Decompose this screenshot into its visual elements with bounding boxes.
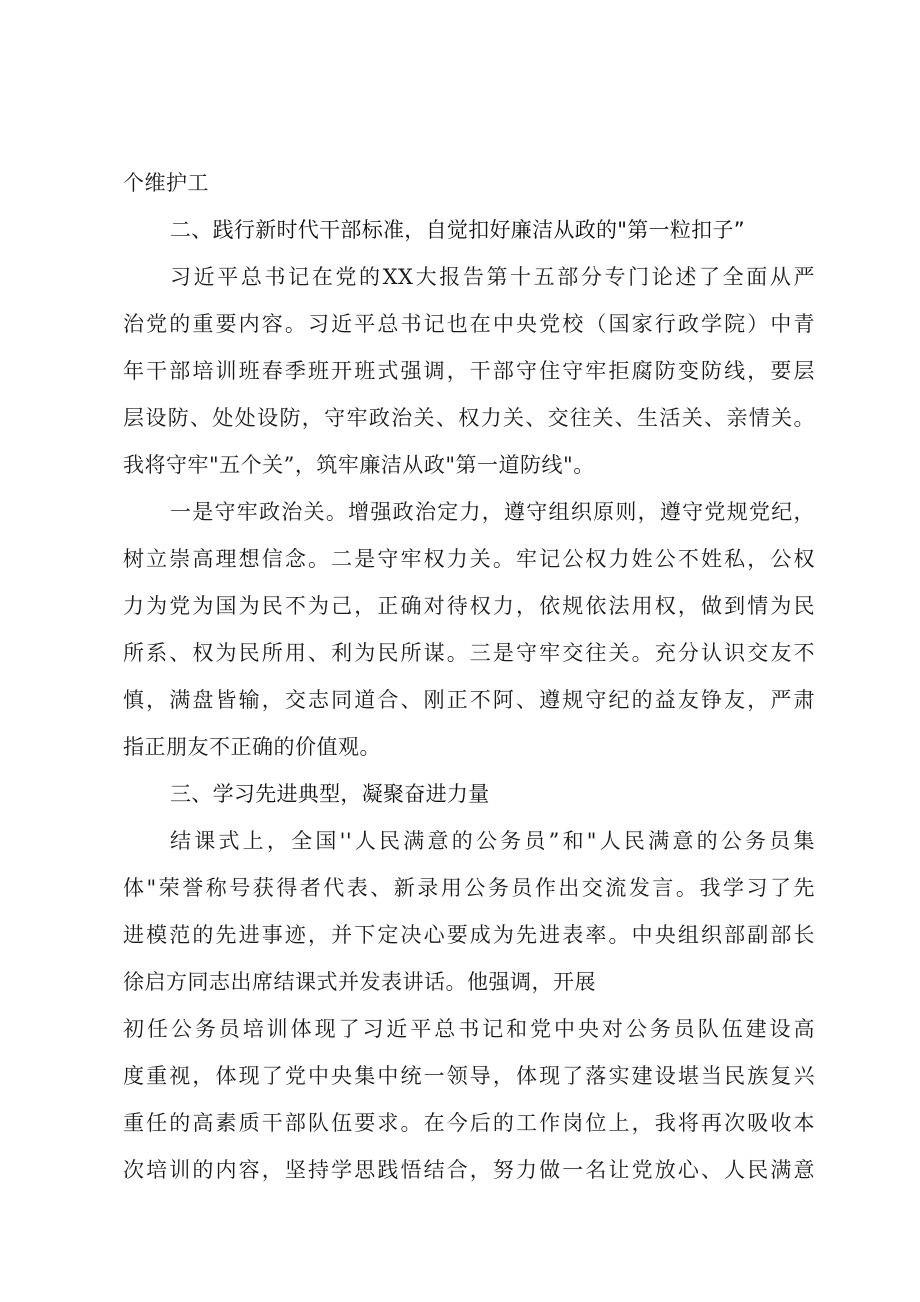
paragraph-line: 年干部培训班春季班开班式强调，干部守住守牢拒腐防变防线，要层 [123, 359, 815, 383]
paragraph-line: 指正朋友不正确的价值观。 [123, 735, 381, 759]
paragraph-line: 慎，满盘皆输，交志同道合、刚正不阿、遵规守纪的益友铮友，严肃 [123, 688, 815, 712]
paragraph-line: 度重视，体现了党中央集中统一领导，体现了落实建设堪当民族复兴 [123, 1064, 815, 1088]
paragraph-line: 重任的高素质干部队伍要求。在今后的工作岗位上，我将再次吸收本 [123, 1111, 815, 1135]
section-heading-2: 二、践行新时代干部标准，自觉扣好廉洁从政的"第一粒扣子” [170, 218, 745, 242]
paragraph-line: 结课式上，全国''人民满意的公务员”和"人民满意的公务员集 [170, 829, 815, 853]
paragraph-line: 所系、权为民所用、利为民所谋。三是守牢交往关。充分认识交友不 [123, 641, 815, 665]
paragraph-line: 树立崇高理想信念。二是守牢权力关。牢记公权力姓公不姓私，公权 [123, 547, 815, 571]
paragraph-line: 一是守牢政治关。增强政治定力，遵守组织原则，遵守党规党纪， [170, 500, 815, 524]
paragraph-line: 体"荣誉称号获得者代表、新录用公务员作出交流发言。我学习了先 [123, 876, 815, 900]
paragraph-line: 层设防、处处设防，守牢政治关、权力关、交往关、生活关、亲情关。 [123, 406, 815, 430]
paragraph-line: 徐启方同志出席结课式并发表讲话。他强调，开展 [123, 970, 596, 994]
paragraph-line: 治党的重要内容。习近平总书记也在中央党校（国家行政学院）中青 [123, 312, 815, 336]
paragraph-line: 初任公务员培训体现了习近平总书记和党中央对公务员队伍建设高 [123, 1017, 815, 1041]
fragment-line: 个维护工 [123, 171, 209, 195]
paragraph-line: 力为党为国为民不为己，正确对待权力，依规依法用权，做到情为民 [123, 594, 815, 618]
paragraph-line: 次培训的内容，坚持学思践悟结合，努力做一名让党放心、人民满意 [123, 1158, 815, 1182]
section-heading-3: 三、学习先进典型，凝聚奋进力量 [170, 782, 490, 806]
paragraph-line: 进模范的先进事迹，并下定决心要成为先进表率。中央组织部副部长 [123, 923, 815, 947]
paragraph-line: 我将守牢"五个关”，筑牢廉洁从政"第一道防线"。 [123, 453, 595, 477]
paragraph-line: 习近平总书记在党的XX大报告第十五部分专门论述了全面从严 [170, 265, 815, 289]
